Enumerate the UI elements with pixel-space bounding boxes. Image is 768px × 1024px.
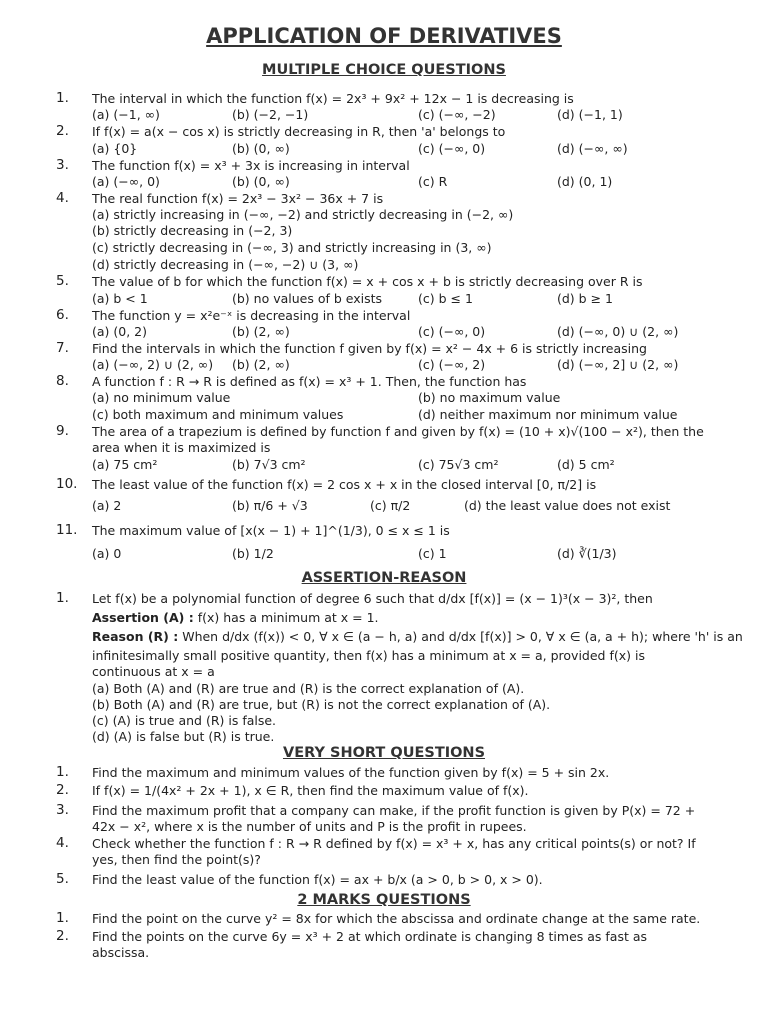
option-c: (c) (−∞, 0) — [418, 324, 486, 339]
option-b: (b) strictly decreasing in (−2, 3) — [92, 223, 293, 238]
option-b: (b) no maximum value — [418, 390, 561, 405]
page-title: APPLICATION OF DERIVATIVES — [206, 24, 562, 48]
option-b: (b) (−2, −1) — [232, 107, 309, 122]
option-b: (b) 1/2 — [232, 546, 274, 561]
section-heading-mcq: MULTIPLE CHOICE QUESTIONS — [262, 62, 506, 78]
option-d: (d) ∛(1/3) — [557, 546, 617, 561]
option-d: (d) (−∞, 0) ∪ (2, ∞) — [557, 324, 679, 339]
option-a: (a) (−1, ∞) — [92, 107, 160, 122]
question-number: 9. — [56, 423, 69, 439]
option-a: (a) no minimum value — [92, 390, 231, 405]
assertion-text: f(x) has a minimum at x = 1. — [197, 610, 379, 625]
option-a: (a) {0} — [92, 141, 138, 156]
question-number: 10. — [56, 476, 78, 492]
question-text: The area of a trapezium is defined by function f and given by f(x) = (10 + x)√(100 − x²), then the — [92, 424, 704, 439]
assertion-reason-intro: Let f(x) be a polynomial function of degree 6 such that d/dx [f(x)] = (x − 1)³(x − 3)², then — [92, 591, 653, 606]
option-b: (b) (2, ∞) — [232, 324, 290, 339]
question-text-continued: abscissa. — [92, 945, 150, 960]
question-number: 5. — [56, 871, 69, 887]
assertion-option-c: (c) (A) is true and (R) is false. — [92, 713, 277, 728]
option-a: (a) strictly increasing in (−∞, −2) and strictly decreasing in (−2, ∞) — [92, 207, 514, 222]
question-number: 8. — [56, 373, 69, 389]
option-d: (d) (−1, 1) — [557, 107, 623, 122]
option-a: (a) 75 cm² — [92, 457, 158, 472]
question-text: The maximum value of [x(x − 1) + 1]^(1/3), 0 ≤ x ≤ 1 is — [92, 523, 450, 538]
reason-text-continued: infinitesimally small positive quantity, then f(x) has a minimum at x = a, provided f(x) is — [92, 648, 645, 663]
question-text-continued: 42x − x², where x is the number of units and P is the profit in rupees. — [92, 819, 527, 834]
section-heading-very-short: VERY SHORT QUESTIONS — [282, 745, 486, 761]
question-text: Find the intervals in which the function f given by f(x) = x² − 4x + 6 is strictly increasing — [92, 341, 647, 356]
option-c: (c) both maximum and minimum values — [92, 407, 344, 422]
option-a: (a) (0, 2) — [92, 324, 147, 339]
assertion-label: Assertion (A) : — [92, 610, 194, 625]
option-c: (c) (−∞, 2) — [418, 357, 486, 372]
question-number: 4. — [56, 190, 69, 206]
option-b: (b) 7√3 cm² — [232, 457, 306, 472]
question-text: The function y = x²e⁻ˣ is decreasing in the interval — [92, 308, 411, 323]
option-d: (d) strictly decreasing in (−∞, −2) ∪ (3, ∞) — [92, 257, 359, 272]
option-a: (a) 2 — [92, 498, 122, 513]
question-number: 1. — [56, 910, 69, 926]
reason-text-continued: continuous at x = a — [92, 664, 215, 679]
question-number: 2. — [56, 782, 69, 798]
assertion-option-a: (a) Both (A) and (R) are true and (R) is the correct explanation of (A). — [92, 681, 525, 696]
question-text: Find the points on the curve 6y = x³ + 2 at which ordinate is changing 8 times as fast as — [92, 929, 648, 944]
option-c: (c) b ≤ 1 — [418, 291, 473, 306]
question-number: 7. — [56, 340, 69, 356]
question-text: A function f : R → R is defined as f(x) = x³ + 1. Then, the function has — [92, 374, 527, 389]
question-text: Find the least value of the function f(x) = ax + b/x (a > 0, b > 0, x > 0). — [92, 872, 543, 887]
option-c: (c) 1 — [418, 546, 447, 561]
option-b: (b) no values of b exists — [232, 291, 383, 306]
question-number: 6. — [56, 307, 69, 323]
option-b: (b) (0, ∞) — [232, 174, 290, 189]
option-d: (d) (−∞, ∞) — [557, 141, 628, 156]
option-c: (c) 75√3 cm² — [418, 457, 499, 472]
option-c: (c) (−∞, −2) — [418, 107, 496, 122]
option-d: (d) (−∞, 2] ∪ (2, ∞) — [557, 357, 679, 372]
question-text: Find the point on the curve y² = 8x for which the abscissa and ordinate change at the same rate. — [92, 911, 701, 926]
question-text: The least value of the function f(x) = 2 cos x + x in the closed interval [0, π/2] is — [92, 477, 597, 492]
option-c: (c) R — [418, 174, 448, 189]
option-b: (b) (0, ∞) — [232, 141, 290, 156]
question-text: Find the maximum and minimum values of the function given by f(x) = 5 + sin 2x. — [92, 765, 610, 780]
question-number: 3. — [56, 802, 69, 818]
option-a: (a) b < 1 — [92, 291, 148, 306]
option-d: (d) 5 cm² — [557, 457, 615, 472]
question-text: Find the maximum profit that a company can make, if the profit function is given by P(x) = 72 + — [92, 803, 696, 818]
question-number: 1. — [56, 764, 69, 780]
question-text: If f(x) = 1/(4x² + 2x + 1), x ∈ R, then find the maximum value of f(x). — [92, 783, 529, 798]
option-d: (d) (0, 1) — [557, 174, 613, 189]
section-heading-assertion-reason: ASSERTION-REASON — [301, 570, 467, 586]
question-number: 11. — [56, 522, 78, 538]
assertion-option-b: (b) Both (A) and (R) are true, but (R) is not the correct explanation of (A). — [92, 697, 551, 712]
option-a: (a) (−∞, 0) — [92, 174, 160, 189]
question-text-continued: area when it is maximized is — [92, 440, 271, 455]
question-text: If f(x) = a(x − cos x) is strictly decreasing in R, then 'a' belongs to — [92, 124, 506, 139]
option-c: (c) strictly decreasing in (−∞, 3) and strictly increasing in (3, ∞) — [92, 240, 492, 255]
question-number: 2. — [56, 123, 69, 139]
option-c: (c) π/2 — [370, 498, 411, 513]
option-b: (b) π/6 + √3 — [232, 498, 308, 513]
question-number: 1. — [56, 590, 69, 606]
question-number: 5. — [56, 273, 69, 289]
option-d: (d) b ≥ 1 — [557, 291, 613, 306]
option-a: (a) (−∞, 2) ∪ (2, ∞) — [92, 357, 214, 372]
question-number: 4. — [56, 835, 69, 851]
option-c: (c) (−∞, 0) — [418, 141, 486, 156]
question-text: Check whether the function f : R → R defined by f(x) = x³ + x, has any critical points(s) or not? If — [92, 836, 696, 851]
option-a: (a) 0 — [92, 546, 122, 561]
question-text: The value of b for which the function f(x) = x + cos x + b is strictly decreasing over R is — [92, 274, 643, 289]
option-d: (d) neither maximum nor minimum value — [418, 407, 678, 422]
option-b: (b) (2, ∞) — [232, 357, 290, 372]
option-d: (d) the least value does not exist — [464, 498, 671, 513]
question-number: 1. — [56, 90, 69, 106]
question-text-continued: yes, then find the point(s)? — [92, 852, 261, 867]
reason-text: When d/dx (f(x)) < 0, ∀ x ∈ (a − h, a) and d/dx [f(x)] > 0, ∀ x ∈ (a, a + h); where 'h' is an — [182, 629, 743, 644]
question-number: 2. — [56, 928, 69, 944]
reason-label: Reason (R) : — [92, 629, 179, 644]
question-text: The function f(x) = x³ + 3x is increasing in interval — [92, 158, 410, 173]
question-number: 3. — [56, 157, 69, 173]
question-text: The interval in which the function f(x) = 2x³ + 9x² + 12x − 1 is decreasing is — [92, 91, 574, 106]
assertion-option-d: (d) (A) is false but (R) is true. — [92, 729, 275, 744]
section-heading-two-marks: 2 MARKS QUESTIONS — [297, 892, 471, 908]
question-text: The real function f(x) = 2x³ − 3x² − 36x + 7 is — [92, 191, 384, 206]
